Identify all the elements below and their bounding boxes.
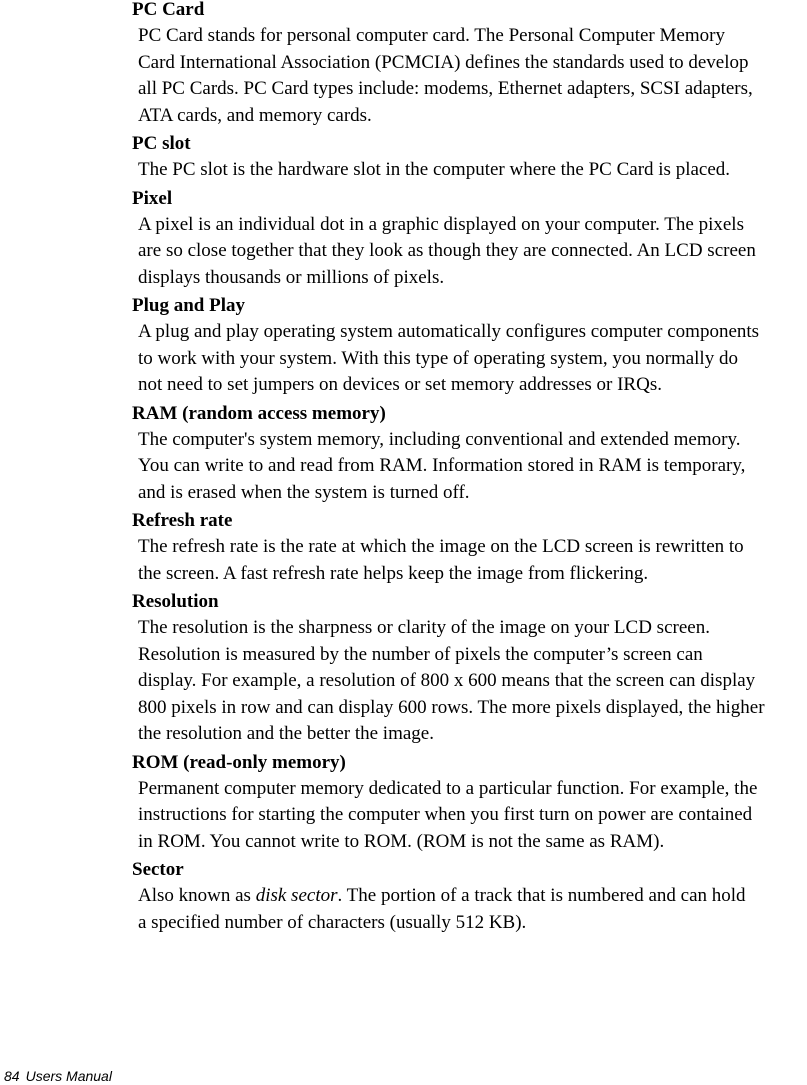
glossary-entry-pixel (132, 186, 807, 292)
definition-line: the screen. A fast refresh rate helps keep the image from flickering. (138, 562, 649, 584)
glossary-entry-refresh-rate (132, 508, 807, 587)
term-pc-slot: PC slot (132, 133, 191, 154)
definition-line: PC Card stands for personal computer card. The Personal Computer Memory (138, 25, 725, 46)
glossary-entry-sector (132, 857, 807, 936)
glossary-entry-pc-slot (132, 131, 807, 184)
definition-line: Permanent computer memory dedicated to a particular function. For example, the (138, 777, 758, 799)
term-resolution: Resolution (132, 591, 219, 612)
definition-line: and is erased when the system is turned off. (138, 481, 470, 503)
definition-resolution (138, 615, 807, 748)
term-ram: RAM (random access memory) (132, 402, 386, 424)
glossary-entry-resolution (132, 589, 807, 748)
term-refresh-rate: Refresh rate (132, 510, 233, 531)
definition-line: display. For example, a resolution of 800 x 600 means that the screen can display (138, 670, 756, 691)
definition-line: Card International Association (PCMCIA) defines the standards used to develop (138, 51, 749, 73)
definition-line: the resolution and the better the image. (138, 723, 434, 744)
glossary-entry-ram (132, 401, 807, 507)
definition-line: The PC slot is the hardware slot in the computer where the PC Card is placed. (138, 159, 731, 180)
definition-line: Resolution is measured by the number of pixels the computer’s screen can (138, 643, 703, 665)
definition-line: to work with your system. With this type of operating system, you normally do (138, 347, 738, 369)
definition-line: are so close together that they look as though they are connected. An LCD screen (138, 240, 756, 261)
definition-line: 800 pixels in row and can display 600 rows. The more pixels displayed, the higher (138, 696, 765, 718)
definition-line: in ROM. You cannot write to ROM. (ROM is not the same as RAM). (138, 830, 665, 852)
term-pixel: Pixel (132, 187, 173, 209)
definition-pc-card (138, 23, 807, 129)
term-rom: ROM (read-only memory) (132, 751, 346, 773)
glossary-entry-rom (132, 750, 807, 856)
glossary-entry-pc-card (132, 0, 807, 129)
definition-line: all PC Cards. PC Card types include: modems, Ethernet adapters, SCSI adapters, (138, 78, 753, 99)
definition-line: You can write to and read from RAM. Information stored in RAM is temporary, (138, 455, 746, 476)
emphasized-term: disk sector (255, 885, 338, 906)
term-sector: Sector (132, 859, 184, 880)
definition-pc-slot (138, 157, 807, 184)
definition-line: The refresh rate is the rate at which the image on the LCD screen is rewritten to (138, 536, 744, 557)
definition-line: The computer's system memory, including conventional and extended memory. (138, 428, 741, 450)
definition-line: A pixel is an individual dot in a graphic displayed on your computer. The pixels (138, 213, 744, 235)
definition-rom (138, 776, 807, 856)
page-number: 84 (4, 1068, 20, 1084)
term-pc-card: PC Card (132, 0, 205, 20)
definition-text: Also known as (138, 885, 256, 906)
definition-line: instructions for starting the computer when you first turn on power are contained (138, 804, 753, 825)
glossary-entry-plug-and-play (132, 293, 807, 399)
page-footer (4, 1068, 112, 1084)
definition-pixel (138, 212, 807, 292)
definition-sector (138, 883, 807, 936)
definition-line: ATA cards, and memory cards. (138, 104, 372, 126)
definition-plug-and-play (138, 319, 807, 399)
manual-title: Users Manual (25, 1068, 112, 1084)
definition-line: not need to set jumpers on devices or set memory addresses or IRQs. (138, 374, 662, 395)
term-plug-and-play: Plug and Play (132, 295, 245, 316)
definition-line: displays thousands or millions of pixels. (138, 266, 445, 288)
glossary (132, 0, 807, 938)
definition-ram (138, 427, 807, 507)
definition-line: a specified number of characters (usually 512 KB). (138, 911, 527, 933)
definition-refresh-rate (138, 534, 807, 587)
definition-line: The resolution is the sharpness or clarity of the image on your LCD screen. (138, 617, 710, 638)
definition-text: . The portion of a track that is numbered and can hold (337, 885, 746, 906)
definition-line: A plug and play operating system automatically configures computer components (138, 321, 760, 342)
definition-line (138, 883, 807, 910)
